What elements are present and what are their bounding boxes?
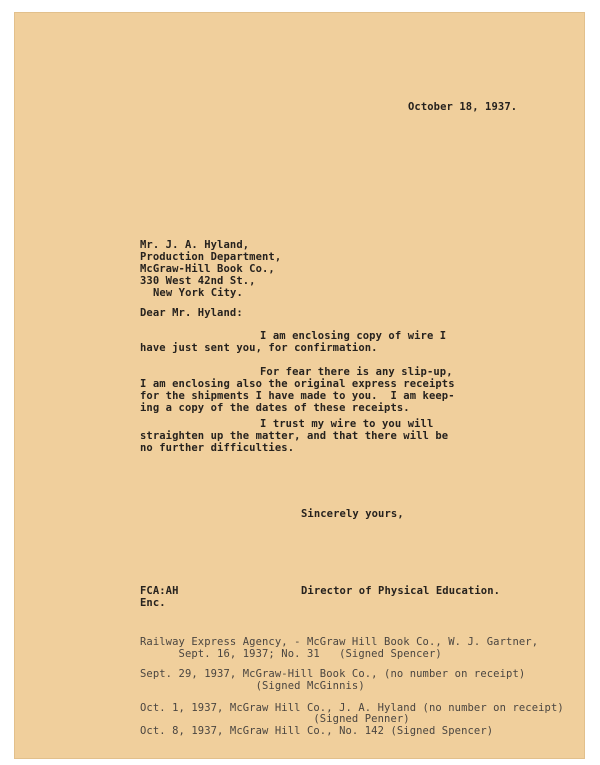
body-line: have just sent you, for confirmation.: [140, 342, 378, 354]
body-line: straighten up the matter, and that there will be: [140, 430, 449, 442]
note-line: Oct. 8, 1937, McGraw Hill Co., No. 142 (Signed Spencer): [140, 725, 494, 737]
letter-date: October 18, 1937.: [408, 101, 518, 113]
note-line: (Signed McGinnis): [140, 680, 365, 692]
addressee-line: Mr. J. A. Hyland,: [140, 239, 250, 251]
enclosure-note: Enc.: [140, 597, 166, 609]
note-line: (Signed Penner): [140, 713, 410, 725]
body-line: ing a copy of the dates of these receipts.: [140, 402, 410, 414]
body-line: For fear there is any slip-up,: [260, 366, 453, 378]
body-line: I am enclosing also the original express receipts: [140, 378, 455, 390]
closing: Sincerely yours,: [301, 508, 404, 520]
note-line: Sept. 29, 1937, McGraw-Hill Book Co., (no number on receipt): [140, 668, 526, 680]
body-line: I am enclosing copy of wire I: [260, 330, 447, 342]
addressee-line: Production Department,: [140, 251, 282, 263]
note-line: Railway Express Agency, - McGraw Hill Book Co., W. J. Gartner,: [140, 636, 539, 648]
body-line: I trust my wire to you will: [260, 418, 434, 430]
letter-page: [14, 12, 585, 759]
note-line: Oct. 1, 1937, McGraw Hill Co., J. A. Hyland (no number on receipt): [140, 702, 564, 714]
signature-title: Director of Physical Education.: [301, 585, 501, 597]
addressee-line: New York City.: [153, 287, 243, 299]
body-line: no further difficulties.: [140, 442, 295, 454]
body-line: for the shipments I have made to you. I am keep-: [140, 390, 455, 402]
note-line: Sept. 16, 1937; No. 31 (Signed Spencer): [140, 648, 442, 660]
salutation: Dear Mr. Hyland:: [140, 307, 243, 319]
addressee-line: 330 West 42nd St.,: [140, 275, 256, 287]
addressee-line: McGraw-Hill Book Co.,: [140, 263, 275, 275]
reference-initials: FCA:AH: [140, 585, 179, 597]
